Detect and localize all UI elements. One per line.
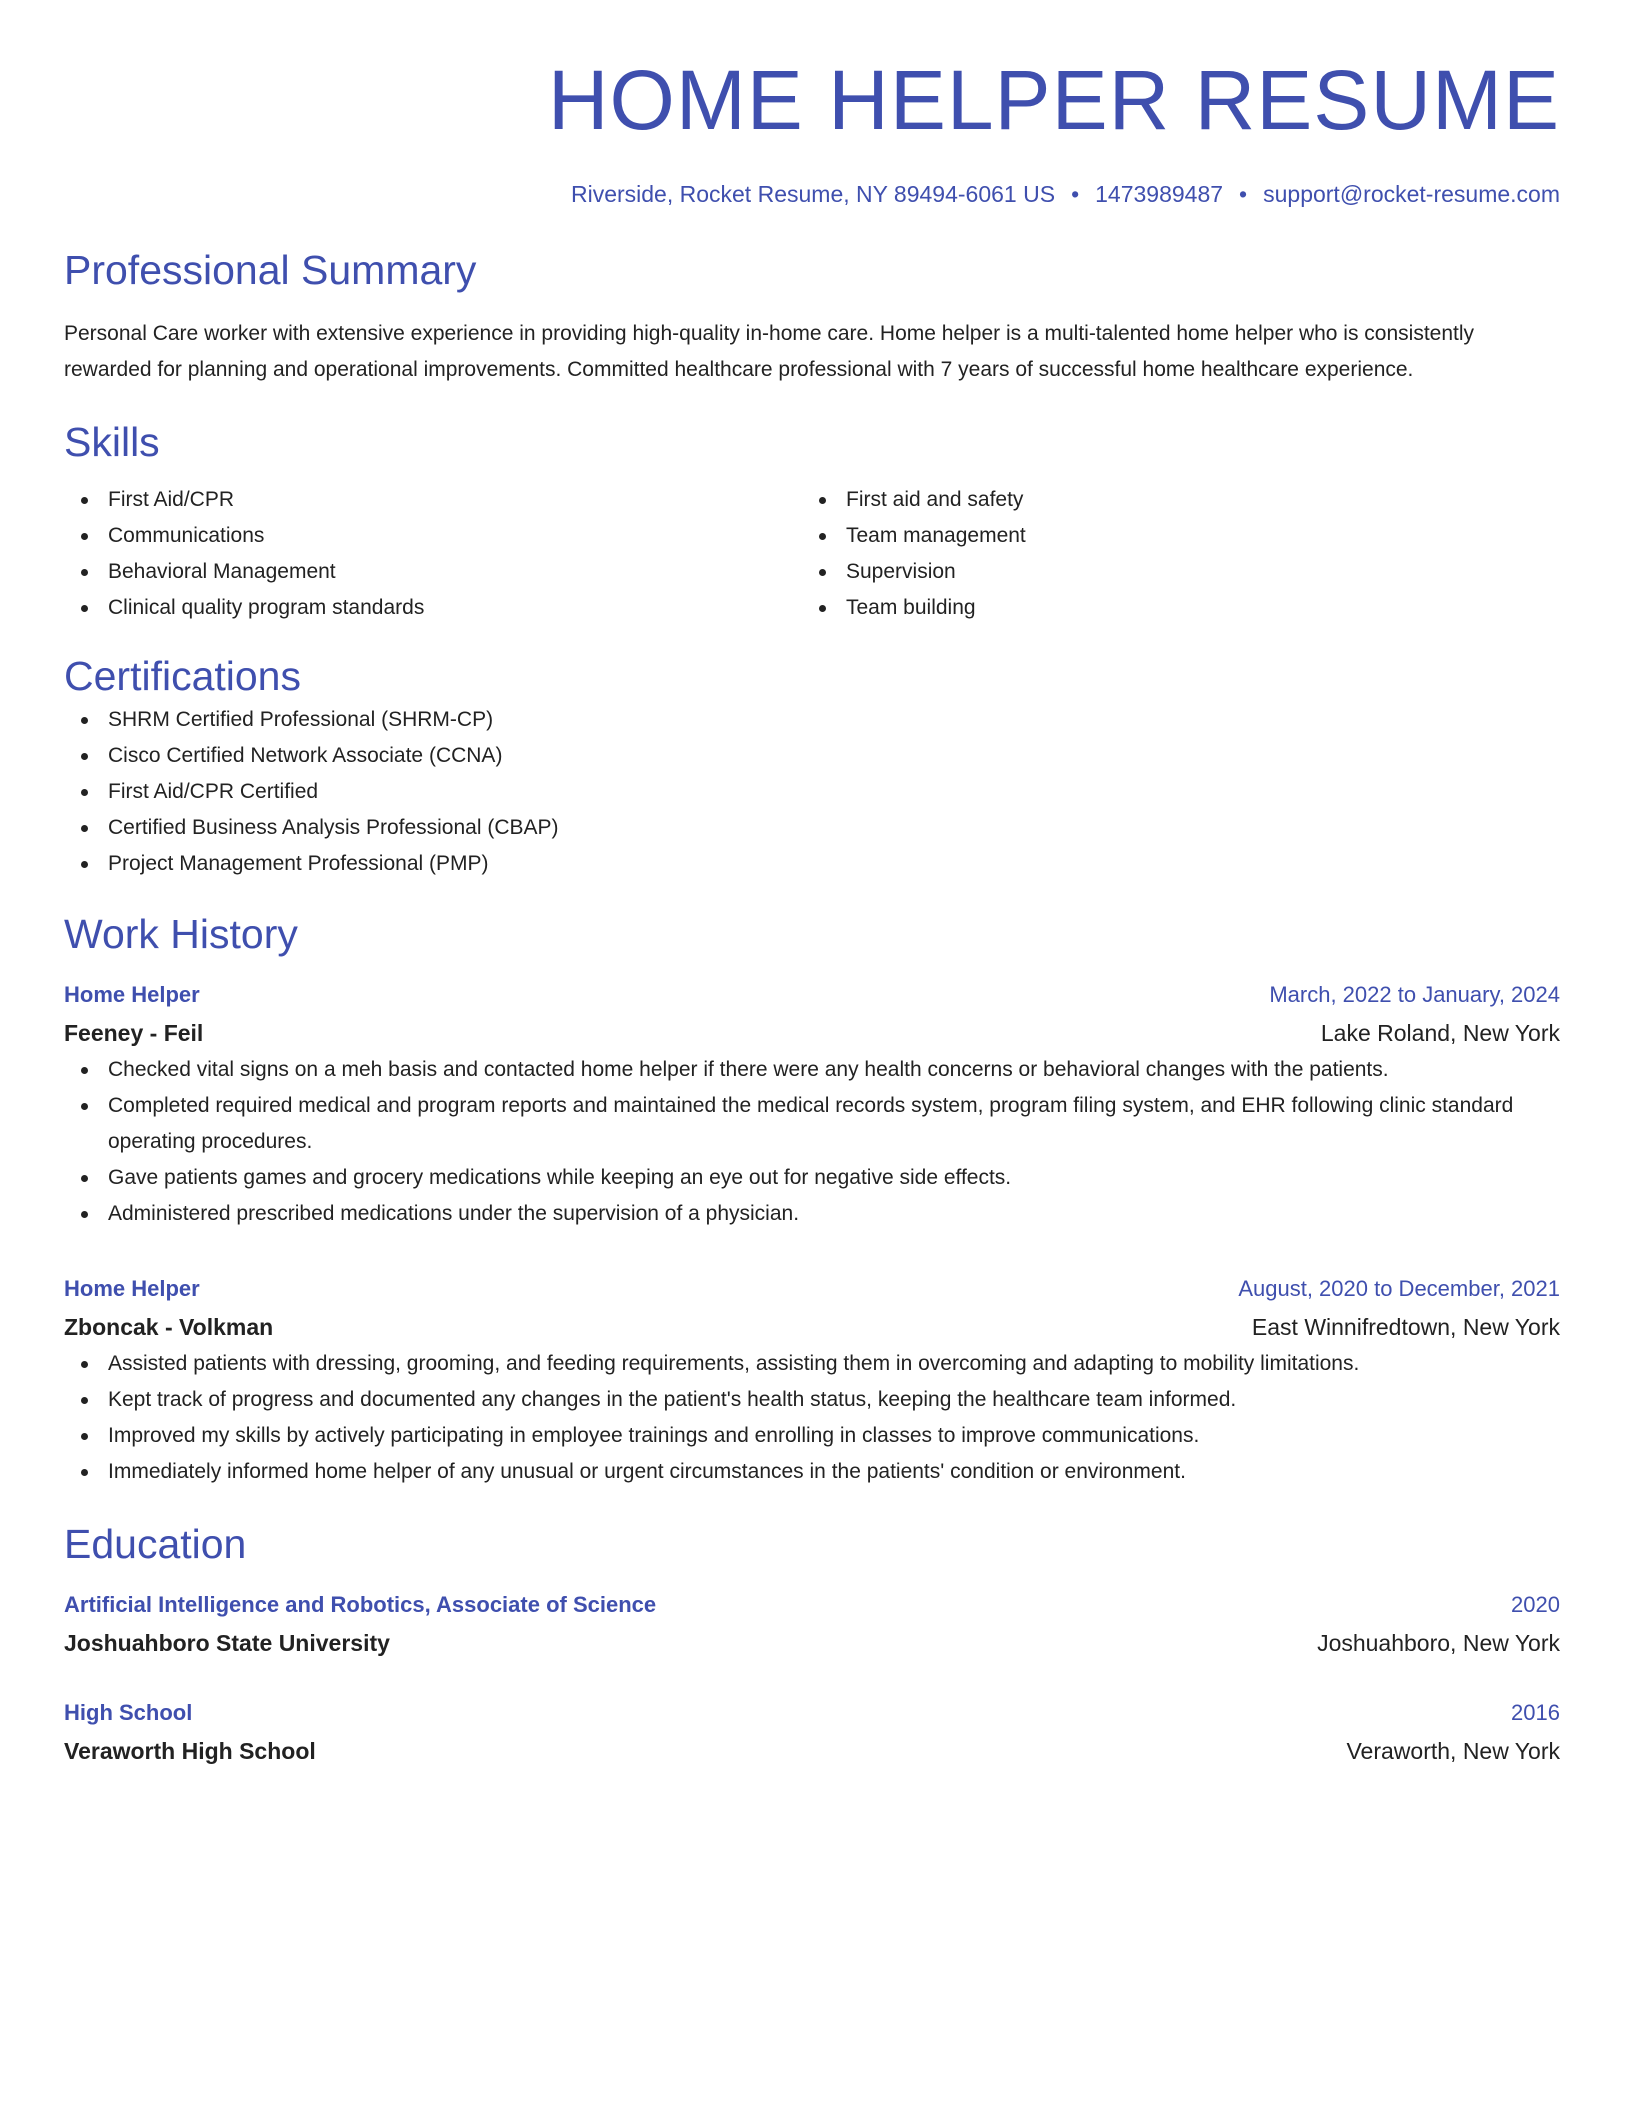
skill-item: First Aid/CPR: [64, 482, 802, 518]
skill-item: Team management: [802, 518, 1540, 554]
education-school: Joshuahboro State University: [64, 1630, 390, 1656]
education-header-row: [64, 1586, 1560, 1624]
education-year: 2020: [1511, 1592, 1560, 1617]
work-history-section: [64, 908, 1560, 1490]
certification-item: First Aid/CPR Certified: [64, 774, 1560, 810]
certification-item: Project Management Professional (PMP): [64, 846, 1560, 882]
job-duty: Completed required medical and program reports and maintained the medical records system, program filing system, and EHR following clinic standard operating procedures.: [64, 1088, 1560, 1160]
education-degree: High School: [64, 1700, 193, 1725]
job-entry: [64, 1270, 1560, 1490]
education-school: Veraworth High School: [64, 1738, 316, 1764]
job-duties-list: [64, 1346, 1560, 1490]
job-location: Lake Roland, New York: [1320, 1020, 1560, 1046]
job-company: Zboncak - Volkman: [64, 1314, 274, 1340]
education-location: Joshuahboro, New York: [1317, 1630, 1560, 1656]
section-title-education: Education: [64, 1521, 247, 1567]
job-duty: Gave patients games and grocery medications while keeping an eye out for negative side effects.: [64, 1160, 1560, 1196]
summary-section: [64, 244, 1560, 388]
education-location: Veraworth, New York: [1346, 1738, 1560, 1764]
skills-column-right: [802, 482, 1540, 626]
skill-item: Behavioral Management: [64, 554, 802, 590]
job-duty: Immediately informed home helper of any unusual or urgent circumstances in the patients' condition or environment.: [64, 1454, 1560, 1490]
skill-item: Communications: [64, 518, 802, 554]
contact-phone: 1473989487: [1095, 181, 1224, 207]
job-duty: Checked vital signs on a meh basis and contacted home helper if there were any health concerns or behavioral changes with the patients.: [64, 1052, 1560, 1088]
job-duty: Improved my skills by actively participating in employee trainings and enrolling in classes to improve communications.: [64, 1418, 1560, 1454]
job-entry: [64, 976, 1560, 1232]
contact-email[interactable]: support@rocket-resume.com: [1263, 181, 1560, 207]
job-company-row: [64, 1014, 1560, 1052]
skill-item: Team building: [802, 590, 1540, 626]
education-school-row: [64, 1732, 1560, 1770]
certification-item: Certified Business Analysis Professional (CBAP): [64, 810, 1560, 846]
education-degree: Artificial Intelligence and Robotics, Associate of Science: [64, 1592, 657, 1617]
job-location: East Winnifredtown, New York: [1251, 1314, 1560, 1340]
job-header-row: [64, 976, 1560, 1014]
job-duty: Assisted patients with dressing, grooming, and feeding requirements, assisting them in overcoming and adapting to mobility limitations.: [64, 1346, 1560, 1382]
contact-separator: •: [1071, 181, 1080, 207]
certifications-list: [64, 702, 1560, 882]
job-role: Home Helper: [64, 1276, 200, 1301]
certification-item: SHRM Certified Professional (SHRM-CP): [64, 702, 1560, 738]
contact-separator: •: [1239, 181, 1248, 207]
resume-header: [64, 50, 1560, 210]
section-title-summary: Professional Summary: [64, 247, 477, 293]
job-dates: August, 2020 to December, 2021: [1238, 1276, 1560, 1301]
education-section: [64, 1518, 1560, 1770]
skills-section: [64, 416, 1560, 626]
job-company: Feeney - Feil: [64, 1020, 204, 1046]
certification-item: Cisco Certified Network Associate (CCNA): [64, 738, 1560, 774]
education-year: 2016: [1511, 1700, 1560, 1725]
section-title-certifications: Certifications: [64, 653, 301, 699]
skills-column-left: [64, 482, 802, 626]
job-company-row: [64, 1308, 1560, 1346]
resume-page: [64, 50, 1560, 1770]
section-title-work-history: Work History: [64, 911, 298, 957]
job-duty: Administered prescribed medications under the supervision of a physician.: [64, 1196, 1560, 1232]
contact-address: Riverside, Rocket Resume, NY 89494-6061 US: [570, 181, 1056, 207]
education-header-row: [64, 1694, 1560, 1732]
skills-grid: [64, 482, 1560, 626]
education-entry: [64, 1586, 1560, 1662]
skill-item: Supervision: [802, 554, 1540, 590]
job-role: Home Helper: [64, 982, 200, 1007]
job-duty: Kept track of progress and documented any changes in the patient's health status, keeping the healthcare team informed.: [64, 1382, 1560, 1418]
job-header-row: [64, 1270, 1560, 1308]
education-school-row: [64, 1624, 1560, 1662]
job-dates: March, 2022 to January, 2024: [1269, 982, 1560, 1007]
certifications-section: [64, 650, 1560, 882]
skill-item: First aid and safety: [802, 482, 1540, 518]
job-duties-list: [64, 1052, 1560, 1232]
skill-item: Clinical quality program standards: [64, 590, 802, 626]
contact-line: [64, 178, 1560, 210]
summary-text: Personal Care worker with extensive experience in providing high-quality in-home care. Home helper is a multi-talented home helper who is consistently rewarded for planning and operational improvements. Committed healthcare professional with 7 years of successful home healthcare experience.: [64, 322, 1475, 381]
resume-title: HOME HELPER RESUME: [547, 53, 1560, 147]
education-entry: [64, 1694, 1560, 1770]
section-title-skills: Skills: [64, 419, 160, 465]
